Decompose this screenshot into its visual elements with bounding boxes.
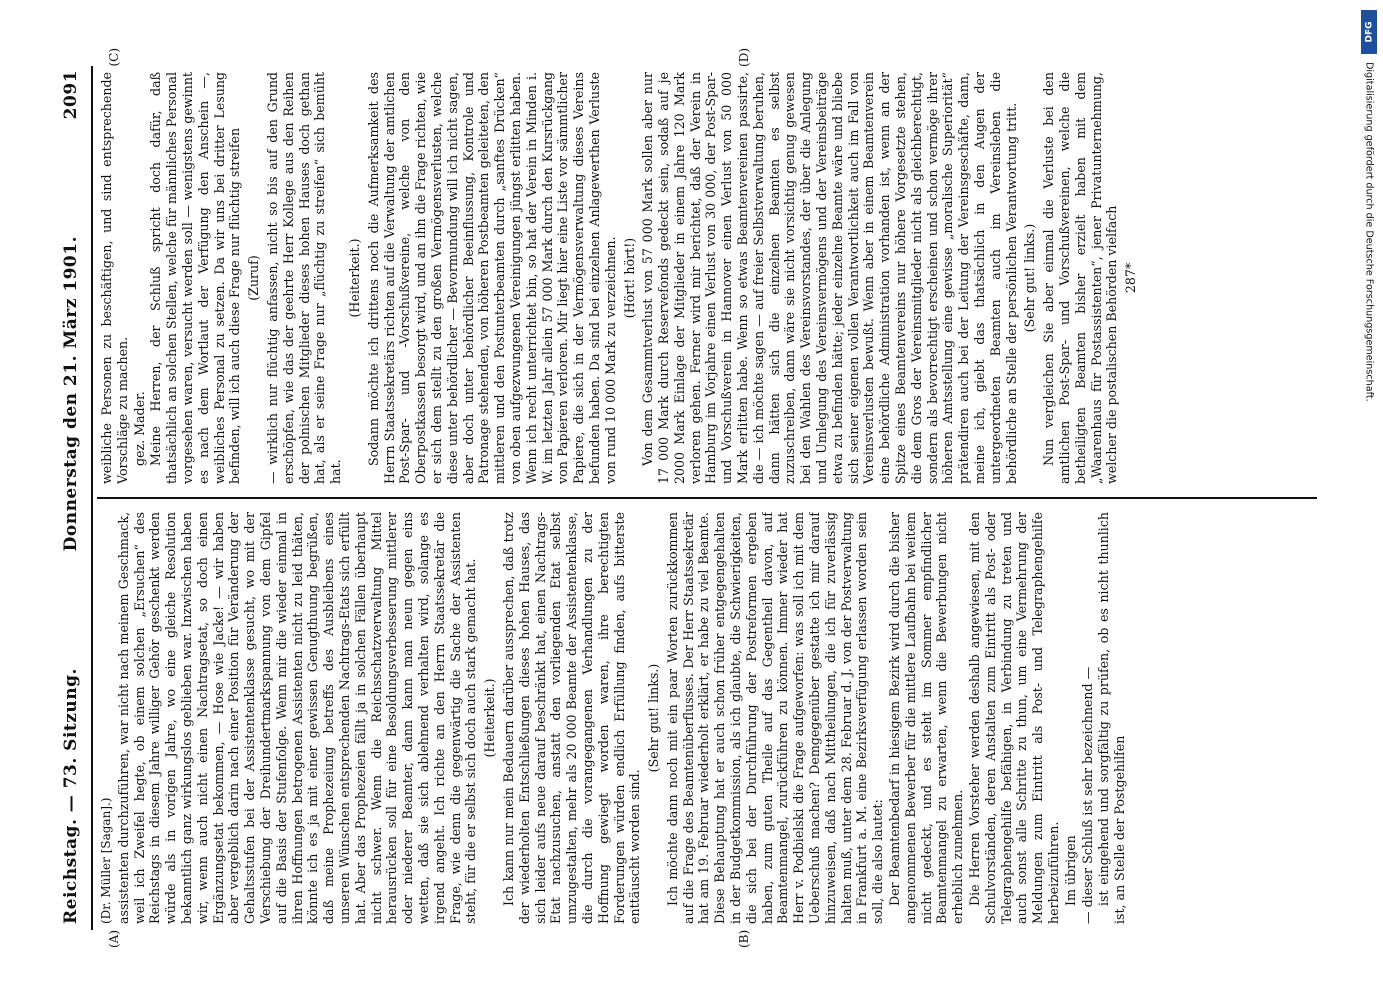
- header-center: Donnerstag den 21. März 1901.: [60, 235, 81, 552]
- credit-text: Digitalisierung gefördert durch die Deutsche Forschungsgemeinschaft.: [1363, 62, 1375, 402]
- interjection: (Heiterkeit.): [346, 238, 362, 318]
- interjection: (Zuruf): [245, 255, 261, 301]
- column-divider: [97, 497, 1317, 499]
- interjection: (Sehr gut! links.): [645, 663, 661, 773]
- interjection: (Hört! hört!): [621, 237, 636, 319]
- page-header: [61, 70, 87, 924]
- paragraph: gez. Mader.: [131, 391, 147, 466]
- paragraph: Von dem Gesammtverlust von 57 000 Mark sollen aber nur 17 000 Mark durch Reservefonds gedeckt sein, sodaß auf je 2000 Mark Einlage der Mitglieder in einem Jahre 120 Mark verloren gehen. Ferner wird mir berichtet, daß der Verein in Hamburg im Vorjahre einen Verlust von 30 000, der Post-Spar- und Vorschußverein in Hannover einen Verlust von 50 000 Mark erlitten habe. Wenn so etwas Beamtenvereinen passirte, die — ich möchte sagen — auf freier Selbstverwaltung beruhen, dann hätten sich die einzelnen Beamten es selbst zuzuschreiben, dann wäre sie nicht vorsichtig genug gewesen bei den Wahlen des Vereinsvorstandes, der über die Anlegung und Umlegung des Vereinsvermögens und der Vereinsbeiträge etwa zu befinden hätte; jeder einzelne Beamte wäre und bliebe sich seiner eigenen vollen Verantwortlichkeit auch im Fall von Vereinsverlusten bewußt. Wenn aber in einem Beamtenverein eine behördliche Administration vorhanden ist, wenn an der Spitze eines Beamtenvereins nur höhere Vorgesetzte stehen, die dem Gros der Vereinsmitglieder nicht als gleichberechtigt, sondern als bevorrechtigt erscheinen und schon vermöge ihrer höheren Amtsstellung eine gewisse „moralische Superiorität“ prätendiren auch bei der Leitung der Vereinsgeschäfte, dann, meine ich, giebt das thatsächlich in den Augen der untergeordneten Beamten auch im Vereinsleben die behördliche an Stelle der persönlichen Verantwortung tritt.: [639, 72, 1019, 484]
- paragraph: assistenten durchzuführen, war nicht nach meinem Geschmack, weil ich Zweifel hegte, ob einem solchen „Ersuchen“ des Reichstags in diesem Jahre williger Gehör geschenkt werden würde als in vorigen Jahre, wo eine gleiche Resolution bekanntlich ganz wirkungslos geblieben war. Inzwischen haben wir, wenn auch nicht einen Nachtragsetat, so doch einen Ergänzungsetat bekommen, — Hose wie Jacke! — wir haben aber vergeblich darin nach einer Position für Veränderung der Gehaltsstufen bei der Assistentenklasse gesucht, wo mit der Verschiebung der Dreihundertmarkspannung von dem Gipfel auf die Basis der Stufenfolge. Wenn mir die wieder einmal in ihren Hoffnungen betrogenen Assistenten nicht zu leid thäten, könnte ich es ja mit einer gewissen Genugthuung begrüßen, daß meine Prophezeiung betreffs des Ausbleibens eines unseren Wünschen entsprechenden Nachtrags-Etats sich erfüllt hat. Aber das Prophezeien fällt ja in solchen Fällen überhaupt nicht schwer. Wenn die Reichsschatzverwaltung Mittel herausrücken soll für eine Besoldungsverbesserung mittlerer oder niederer Beamter, dann kann man neun gegen eins wetten, daß sie sich ablehnend verhalten wird, solange es irgend angeht. Ich richte an den Herrn Staatssekretär die Frage, wie denn die gegenwärtig die Sache der Assistenten steht, für die er selbst sich doch auch stark gemacht hat.: [115, 512, 478, 924]
- left-column: [99, 512, 1319, 924]
- paragraph: ist eingehend und sorgfältig zu prüfen, ob es nicht thunlich ist, an Stelle der Postgehilfen: [1095, 512, 1127, 924]
- margin-mark-d: (D): [736, 48, 751, 67]
- paragraph: Nun vergleichen Sie aber einmal die Verluste bei den amtlichen Post-Spar- und Vorschußvereinen, welche die betheiligten Beamten bisher erzielt haben mit dem „Waarenhaus für Postassistenten“, jener Privatunternehmung, welcher die postalischen Behörden vielfach: [1040, 72, 1119, 484]
- paragraph: Der Beamtenbedarf in hiesigem Bezirk wird durch die bisher angenommenen Bewerber für die mittlere Laufbahn bei weitem nicht gedeckt, und es steht im Sommer empfindlicher Beamtenmangel zu erwarten, wenn die Bewerbungen nicht erheblich zunehmen.: [886, 512, 965, 924]
- header-left: Reichstag. — 73. Sitzung.: [60, 668, 81, 924]
- right-column: [99, 72, 1319, 484]
- paragraph: Sodann möchte ich drittens noch die Aufmerksamkeit des Herrn Staatssekretärs richten auf die Verwaltung der amtlichen Post-Spar- und -Vorschußvereine, welche von den Oberpostkassen besorgt wird, und an ihn die Frage richten, wie er sich dem stellt zu den großen Vermögensverlusten, welche diese unter behördlicher — Bevormundung will ich nicht sagen, aber doch unter behördlicher Beeinflussung, Kontrole und Patronage stehenden, von höheren Postbeamten geleiteten, den mittleren und den Postunterbeamten durch „sanftes Drücken“ von oben aufgezwungenen Vereinigungen jüngst erlitten haben. Wenn ich recht unterrichtet bin, so hat der Verein in Minden i. W. im letzten Jahr allein 57 000 Mark durch den Kursrückgang von Papieren verloren. Mir liegt hier eine Liste vor sämmtlicher Papiere, die sich in der Vermögensverwaltung dieses Vereins befunden haben. Da sind bei einzelnen Anlagewerthen Verluste von rund 10 000 Mark zu verzeichnen.: [365, 72, 618, 484]
- paragraph: — dieser Schluß ist sehr bezeichnend —: [1079, 666, 1095, 924]
- digitization-credit: [1361, 10, 1377, 990]
- paragraph: Die Herren Vorsteher werden deshalb angewiesen, mit den Schulvorständen, deren Anstalten zum Eintritt als Post- oder Telegraphengehilfe befähigen, in Verbindung zu treten und auch sonst alle Schritte zu thun, um eine Vermehrung der Meldungen zum Eintritt als Post- und Telegraphengehilfe herbeizuführen.: [966, 512, 1061, 924]
- paragraph: Meine Herren, der Schluß spricht doch dafür, daß thatsächlich an solchen Stellen, welche für männliches Personal vorgesehen waren, versucht werden soll — wenigstens gewinnt es nach dem Wortlaut der Verfügung den Anschein —, weibliches Personal zu setzen. Da wir uns bei dritter Lesung befinden, will ich auch diese Frage nur flüchtig streifen: [147, 72, 242, 484]
- paragraph: Ich kann nur mein Bedauern darüber aussprechen, daß trotz der wiederholten Entschließungen dieses hohen Hauses, das sich leider aufs neue darauf beschränkt hat, einen Nachtrags-Etat nachzusuchen, anstatt den vorliegenden Etat selbst umzugestalten, mehr als 20 000 Beamte der Assistentenklasse, die durch die vorangegangenen Verhandlungen zu der Hoffnung gewiegt worden waren, ihre berechtigten Forderungen würden endlich Erfüllung finden, aufs bitterste enttäuscht worden sind.: [500, 512, 642, 924]
- interjection: (Heiterkeit.): [481, 678, 497, 758]
- paragraph: Ich möchte dann noch mit ein paar Worten zurückkommen auf die Frage des Beamtenüberflusses. Der Herr Staatssekretär hat am 19. Februar wiederholt erklärt, er habe zu viel Beamte. Diese Behauptung hat er auch schon früher entgegengehalten in der Budgetkommission, als ich glaubte, die Schwierigkeiten, die sich bei der Durchführung der Postreformen ergeben haben, zum guten Theile auf das Gegentheil davon, auf Beamtenmangel, zurückführen zu können. Immer wieder hat Herr v. Podbielski die Frage aufgeworfen: was soll ich mit dem Ueberschuß machen? Demgegenüber gestatte ich mir darauf hinzuweisen, daß nach Mittheilungen, die ich für zuverlässig halten muß, unter dem 28. Februar d. J. von der Postverwaltung in Frankfurt a. M. eine Bezirksverfügung erlassen worden sein soll, die also lautet:: [664, 512, 885, 924]
- speaker-line: (Dr. Müller [Sagan].): [98, 797, 113, 924]
- margin-mark-a: (A): [106, 929, 121, 948]
- header-rule: [91, 66, 93, 930]
- interjection: (Sehr gut! links.): [1021, 223, 1037, 333]
- page-number: 2091: [60, 70, 81, 120]
- dfg-logo: DFG: [1361, 10, 1377, 54]
- interjection: 287*: [1122, 262, 1138, 294]
- paragraph: Im übrigen: [1062, 835, 1078, 906]
- paragraph: weibliche Personen zu beschäftigen, und sind entsprechende Vorschläge zu machen.: [98, 72, 130, 484]
- document-page: [47, 46, 1337, 954]
- margin-mark-b: (B): [736, 929, 751, 948]
- paragraph: — wirklich nur flüchtig anfassen, nicht so bis auf den Grund erschöpfen, wie das der geehrte Herr Kollege aus den Reihen der polnischen Mitglieder dieses hohen Hauses doch gethan hat, als er seine Frage nur „flüchtig zu streifen“ sich bemüht hat.: [264, 72, 343, 484]
- margin-mark-c: (C): [106, 48, 121, 67]
